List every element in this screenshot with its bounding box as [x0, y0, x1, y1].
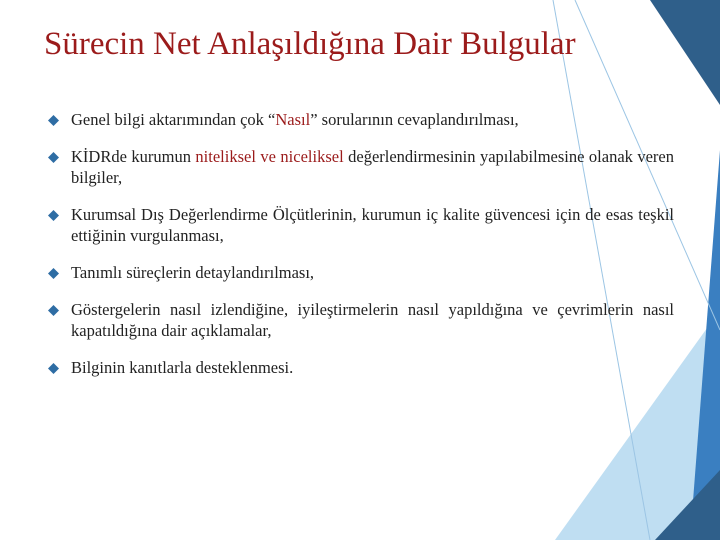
- bullet-text-end: değerlendirmesinin yapılabilmesine olanak veren bilgiler,: [71, 147, 674, 187]
- bullet-list: [48, 109, 674, 394]
- highlight-text: Nasıl: [275, 110, 311, 129]
- bullet-text: Göstergelerin nasıl izlendiğine, iyileştirmelerin nasıl yapıldığına ve çevrimlerin nasıl kapatıldığına dair açıklamalar,: [71, 300, 674, 340]
- bullet-text: KİDRde kurumun: [71, 147, 196, 166]
- bullet-text: Genel bilgi aktarımından çok “: [71, 110, 276, 129]
- list-item: [48, 262, 674, 283]
- slide-title: Sürecin Net Anlaşıldığına Dair Bulgular: [44, 26, 576, 62]
- diamond-bullet-icon: [48, 210, 59, 221]
- bullet-text: Kurumsal Dış Değerlendirme Ölçütlerinin, kurumun iç kalite güvencesi için de esas teşkil ettiğinin vurgulanması,: [71, 205, 674, 245]
- diamond-bullet-icon: [48, 363, 59, 374]
- diamond-bullet-icon: [48, 305, 59, 316]
- deco-dark-band: [650, 0, 720, 105]
- list-item: [48, 357, 674, 378]
- diamond-bullet-icon: [48, 115, 59, 126]
- list-item: [48, 299, 674, 341]
- highlight-text: niteliksel ve niceliksel: [195, 147, 344, 166]
- list-item: [48, 146, 674, 188]
- diamond-bullet-icon: [48, 268, 59, 279]
- bullet-text: Bilginin kanıtlarla desteklenmesi.: [71, 358, 294, 377]
- list-item: [48, 204, 674, 246]
- bullet-text-end: ” sorularının cevaplandırılması,: [310, 110, 519, 129]
- list-item: [48, 109, 674, 130]
- bullet-text: Tanımlı süreçlerin detaylandırılması,: [71, 263, 315, 282]
- diamond-bullet-icon: [48, 152, 59, 163]
